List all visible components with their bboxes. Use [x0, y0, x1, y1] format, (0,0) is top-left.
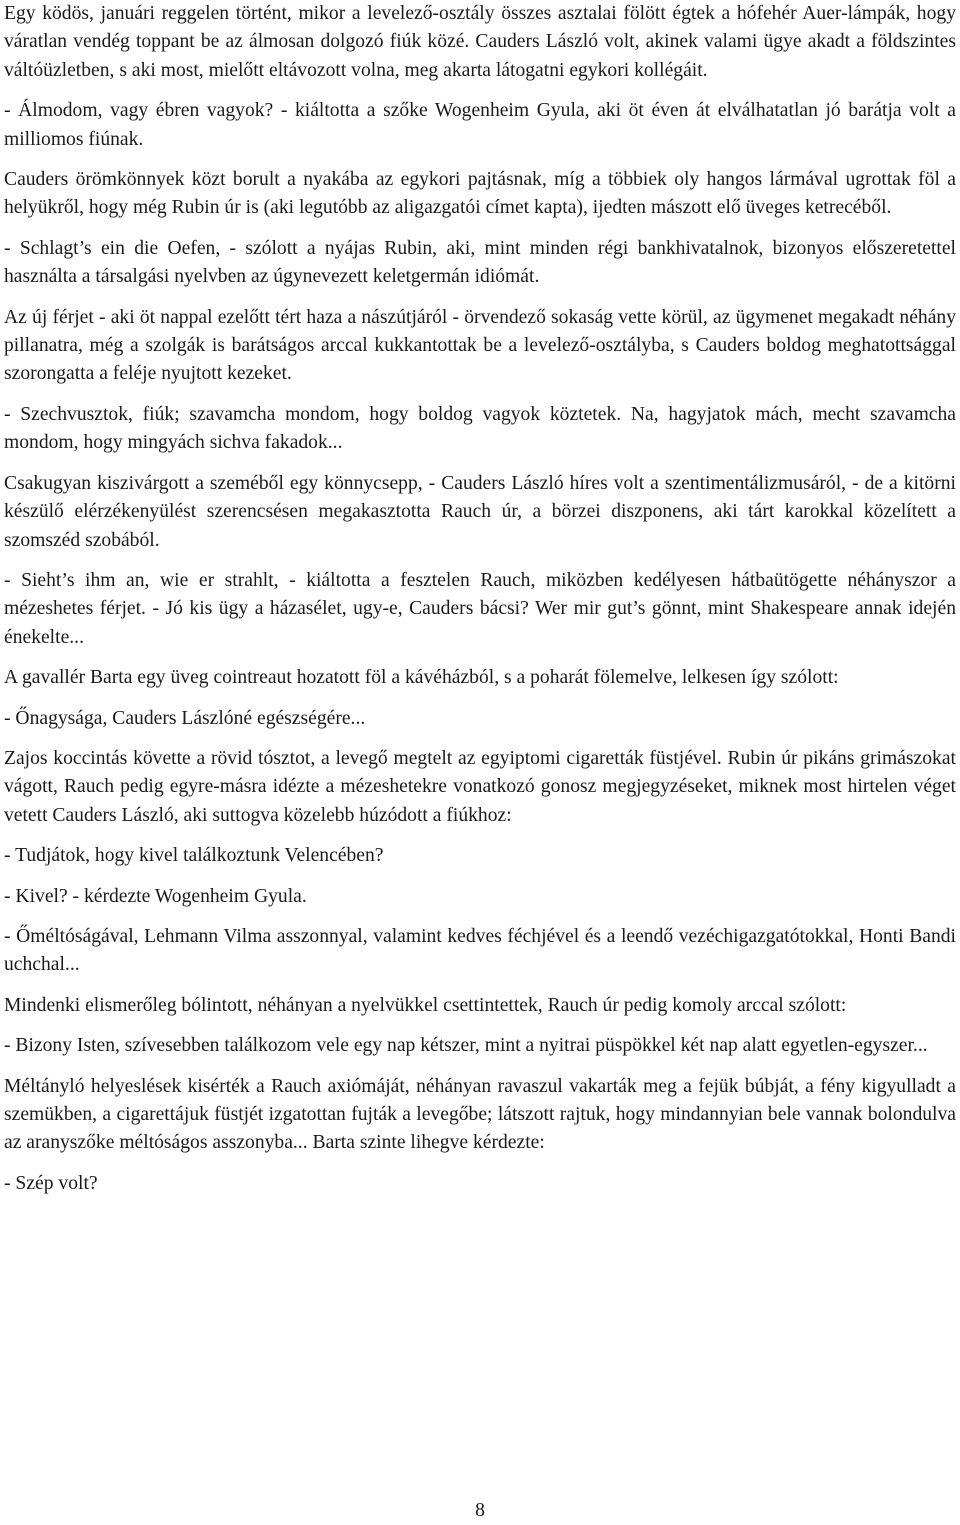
paragraph: Mindenki elismerőleg bólintott, néhányan a nyelvükkel csettintettek, Rauch úr pedig komoly arccal szólott:: [4, 994, 847, 1016]
paragraph: - Álmodom, vagy ébren vagyok? - kiáltotta a szőke Wogenheim Gyula, aki öt éven át elválhatatlan jó barátja volt a milliomos fiúnak.: [4, 100, 956, 150]
paragraph: Cauders örömkönnyek közt borult a nyakába az egykori pajtásnak, míg a többiek oly hangos lármával ugrottak föl a helyükről, hogy még Rubin úr is (aki legutóbb az aligazgatói címet kapta), ijedten mászott elő üveges ketrecéből.: [4, 169, 956, 219]
paragraph: Csakugyan kiszivárgott a szeméből egy könnycsepp, - Cauders László híres volt a szentimentálizmusáról, - de a kitörni készülő elérzékenyülést szerencsésen megakasztotta Rauch úr, a börzei diszponens, aki tárt karokkal közelített a szomszéd szobából.: [4, 472, 956, 551]
paragraph: - Tudjátok, hogy kivel találkoztunk Velencében?: [4, 845, 384, 867]
paragraph: A gavallér Barta egy üveg cointreaut hozatott föl a kávéházból, s a poharát fölemelve, lelkesen így szólott:: [4, 667, 839, 689]
paragraph: Egy ködös, januári reggelen történt, mikor a levelező-osztály összes asztalai fölött égtek a hófehér Auer-lámpák, hogy váratlan vendég toppant be az álmosan dolgozó fiúk közé. Cauders László volt, akinek valami ügye akadt a földszintes váltóüzletben, s aki most, mielőtt eltávozott volna, meg akarta látogatni egykori kollégáit.: [4, 3, 956, 81]
paragraph: Méltányló helyeslések kisérték a Rauch axiómáját, néhányan ravaszul vakarták meg a fejük búbját, a fény kigyulladt a szemükben, a cigarettájuk füstjét izgatottan fujták a levegőbe; látszott rajtuk, hogy mindannyian bele vannak bolondulva az aranyszőke méltóságos asszonyba... Barta szinte lihegve kérdezte:: [4, 1075, 956, 1154]
paragraph: - Kivel? - kérdezte Wogenheim Gyula.: [4, 885, 307, 907]
body-text: [4, 0, 956, 1210]
paragraph: - Őnagysága, Cauders Lászlóné egészségére...: [4, 707, 366, 729]
paragraph: Zajos koccintás követte a rövid tósztot, a levegő megtelt az egyiptomi cigaretták füstjével. Rubin úr pikáns grimászokat vágott, Rauch pedig egyre-másra idézte a mézeshetekre vonatkozó gonosz megjegyzéseket, miknek most hirtelen véget vetett Cauders László, aki suttogva közelebb húzódott a fiúkhoz:: [4, 747, 956, 826]
paragraph: - Őméltóságával, Lehmann Vilma asszonnyal, valamint kedves féchjével és a leendő vezéchigazgatótokkal, Honti Bandi uchchal...: [4, 925, 956, 976]
paragraph: - Sieht’s ihm an, wie er strahlt, - kiáltotta a fesztelen Rauch, miközben kedélyesen hátbaütögette néhányszor a mézeshetes férjet. - Jó kis ügy a házasélet, ugy-e, Cauders bácsi? Wer mir gut’s gönnt, mint Shakespeare annak idején énekelte...: [4, 569, 956, 648]
paragraph: - Bizony Isten, szívesebben találkozom vele egy nap kétszer, mint a nyitrai püspökkel két nap alatt egyetlen-egyszer...: [4, 1035, 928, 1057]
paragraph: - Szechvusztok, fiúk; szavamcha mondom, hogy boldog vagyok köztetek. Na, hagyjatok mách, mecht szavamcha mondom, hogy mingyách sichva fakadok...: [4, 403, 956, 454]
page-number: 8: [475, 1500, 485, 1521]
paragraph: - Schlagt’s ein die Oefen, - szólott a nyájas Rubin, aki, mint minden régi bankhivatalnok, bizonyos előszeretettel használta a társalgási nyelvben az úgynevezett keletgermán idiómát.: [4, 237, 956, 288]
paragraph: Az új férjet - aki öt nappal ezelőtt tért haza a nászútjáról - örvendező sokaság vette körül, az ügymenet megakadt néhány pillanatra, még a szolgák is barátságos arccal kukkantottak be a levelező-osztályba, s Cauders boldog meghatottsággal szorongatta a feléje nyujtott kezeket.: [4, 306, 956, 385]
paragraph: - Szép volt?: [4, 1172, 98, 1194]
